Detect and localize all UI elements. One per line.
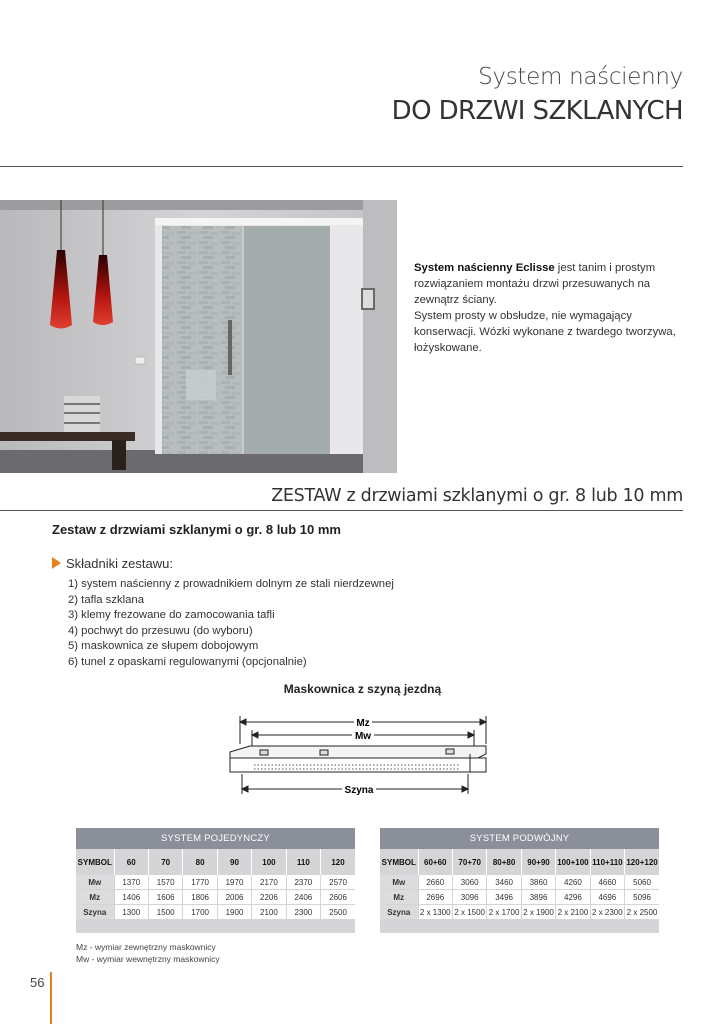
table-cell: 1806 xyxy=(183,890,217,905)
table-cell: 4296 xyxy=(556,890,590,905)
table-cell: 1700 xyxy=(183,905,217,920)
product-description xyxy=(414,260,694,356)
table-cell: 2300 xyxy=(286,905,320,920)
table-single-title: SYSTEM POJEDYNCZY xyxy=(76,828,355,849)
components-label: Składniki zestawu: xyxy=(66,556,173,571)
components-heading xyxy=(52,556,173,571)
table-cell: 1970 xyxy=(217,875,251,890)
triangle-bullet-icon xyxy=(52,557,61,569)
description-text2: System prosty w obsłudze, nie wymagający konserwacji. Wózki wykonane z twardego tworzywa, łożyskowane. xyxy=(414,310,676,354)
table-cell: 2 x 1500 xyxy=(452,905,486,920)
table-cell: 2006 xyxy=(217,890,251,905)
table-header-row xyxy=(380,849,659,875)
table-cell: 2 x 2300 xyxy=(590,905,624,920)
col-header: 80+80 xyxy=(487,849,521,875)
table-cell: 3096 xyxy=(452,890,486,905)
mask-title: Maskownica z szyną jezdną xyxy=(283,682,442,696)
table-header-row xyxy=(76,849,355,875)
table-cell: 2 x 1900 xyxy=(521,905,555,920)
col-header: 80 xyxy=(183,849,217,875)
col-header: 110 xyxy=(286,849,320,875)
table-cell: 3460 xyxy=(487,875,521,890)
mask-diagram xyxy=(224,712,504,798)
table-cell: 4696 xyxy=(590,890,624,905)
table-cell: 1570 xyxy=(148,875,182,890)
col-header: 110+110 xyxy=(590,849,624,875)
table-double-grid xyxy=(380,849,659,920)
table-row xyxy=(380,905,659,920)
table-cell: 1500 xyxy=(148,905,182,920)
col-header: 90 xyxy=(217,849,251,875)
table-double-footer xyxy=(380,920,659,933)
table-single xyxy=(76,828,355,933)
table-cell: 1406 xyxy=(114,890,148,905)
table-cell: 3060 xyxy=(452,875,486,890)
table-cell: 1770 xyxy=(183,875,217,890)
table-cell: 2606 xyxy=(321,890,355,905)
table-cell: 2 x 1700 xyxy=(487,905,521,920)
col-header: SYMBOL xyxy=(380,849,418,875)
description-text1: jest tanim i prostym rozwiązaniem montażu drzwi przesuwanych na zewnątrz ściany. xyxy=(414,262,656,306)
table-row xyxy=(380,875,659,890)
col-header: 70 xyxy=(148,849,182,875)
subheading: Zestaw z drzwiami szklanymi o gr. 8 lub 10 mm xyxy=(52,522,341,537)
description-bold: System naścienny Eclisse xyxy=(414,262,555,274)
table-cell: 2696 xyxy=(418,890,452,905)
page-number: 56 xyxy=(30,975,45,990)
table-cell: 2500 xyxy=(321,905,355,920)
label-mz: Mz xyxy=(356,718,370,729)
table-cell: 1900 xyxy=(217,905,251,920)
table-cell: 2206 xyxy=(252,890,286,905)
table-cell: 2 x 2100 xyxy=(556,905,590,920)
table-cell: 3496 xyxy=(487,890,521,905)
product-photo xyxy=(0,200,397,473)
list-item: 4) pochwyt do przesuwu (do wyboru) xyxy=(68,624,253,637)
list-item: 6) tunel z opaskami regulowanymi (opcjonalnie) xyxy=(68,655,307,668)
col-header: 60+60 xyxy=(418,849,452,875)
table-row xyxy=(76,875,355,890)
row-label: Mz xyxy=(380,890,418,905)
list-item: 2) tafla szklana xyxy=(68,593,144,606)
section-title: ZESTAW z drzwiami szklanymi o gr. 8 lub 10 mm xyxy=(271,486,683,506)
col-header: 100 xyxy=(252,849,286,875)
footnotes xyxy=(76,941,220,965)
row-label: Szyna xyxy=(76,905,114,920)
divider-mid xyxy=(0,510,683,511)
table-cell: 1370 xyxy=(114,875,148,890)
table-single-grid xyxy=(76,849,355,920)
table-cell: 4660 xyxy=(590,875,624,890)
col-header: SYMBOL xyxy=(76,849,114,875)
table-cell: 2570 xyxy=(321,875,355,890)
title-line2: DO DRZWI SZKLANYCH xyxy=(391,96,683,126)
table-cell: 2406 xyxy=(286,890,320,905)
label-mw: Mw xyxy=(354,731,372,742)
col-header: 120 xyxy=(321,849,355,875)
title-line1: System naścienny xyxy=(478,64,683,90)
table-row xyxy=(76,890,355,905)
row-label: Mw xyxy=(380,875,418,890)
table-single-footer xyxy=(76,920,355,933)
list-item: 1) system naścienny z prowadnikiem dolnym ze stali nierdzewnej xyxy=(68,578,394,590)
col-header: 100+100 xyxy=(556,849,590,875)
table-cell: 3860 xyxy=(521,875,555,890)
row-label: Mw xyxy=(76,875,114,890)
col-header: 90+90 xyxy=(521,849,555,875)
table-cell: 5096 xyxy=(625,890,659,905)
table-cell: 3896 xyxy=(521,890,555,905)
table-cell: 1606 xyxy=(148,890,182,905)
list-item: 5) maskownica ze słupem dobojowym xyxy=(68,640,259,653)
col-header: 70+70 xyxy=(452,849,486,875)
table-cell: 2370 xyxy=(286,875,320,890)
col-header: 60 xyxy=(114,849,148,875)
table-cell: 4260 xyxy=(556,875,590,890)
table-cell: 2 x 1300 xyxy=(418,905,452,920)
label-szyna: Szyna xyxy=(344,785,374,796)
table-row xyxy=(380,890,659,905)
footnote-mz: Mz - wymiar zewnętrzny maskownicy xyxy=(76,942,216,952)
list-item: 3) klemy frezowane do zamocowania tafli xyxy=(68,609,275,622)
table-cell: 1300 xyxy=(114,905,148,920)
table-cell: 5060 xyxy=(625,875,659,890)
footnote-mw: Mw - wymiar wewnętrzny maskownicy xyxy=(76,954,220,964)
table-double xyxy=(380,828,659,933)
components-list xyxy=(68,577,394,671)
page-accent-bar xyxy=(50,972,52,1024)
col-header: 120+120 xyxy=(625,849,659,875)
table-row xyxy=(76,905,355,920)
row-label: Mz xyxy=(76,890,114,905)
table-cell: 2170 xyxy=(252,875,286,890)
table-cell: 2 x 2500 xyxy=(625,905,659,920)
table-cell: 2660 xyxy=(418,875,452,890)
table-cell: 2100 xyxy=(252,905,286,920)
divider-top xyxy=(0,166,683,167)
table-double-title: SYSTEM PODWÓJNY xyxy=(380,828,659,849)
row-label: Szyna xyxy=(380,905,418,920)
